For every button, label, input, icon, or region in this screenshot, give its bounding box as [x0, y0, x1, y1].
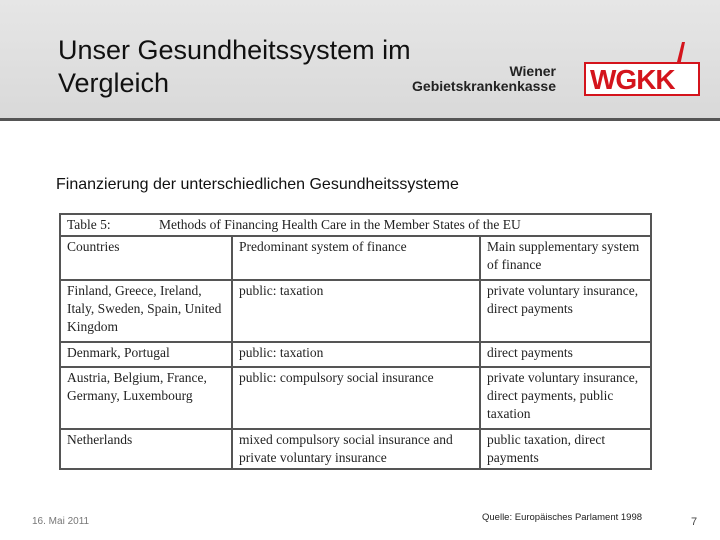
table-cell: public: taxation [232, 342, 480, 367]
wgkk-logo [412, 42, 702, 98]
column-header-supplementary: Main supplementary system of finance [480, 236, 651, 280]
table-cell: Netherlands [60, 429, 232, 469]
table-caption [60, 214, 651, 236]
table-header-row [60, 236, 651, 280]
svg-text:WGKK: WGKK [590, 64, 675, 94]
page-title: Unser Gesundheitssystem im Vergleich [58, 35, 411, 98]
column-header-predominant: Predominant system of finance [232, 236, 480, 280]
table-row [60, 280, 651, 342]
financing-table [59, 213, 652, 470]
table-cell: Austria, Belgium, France, Germany, Luxembourg [60, 367, 232, 429]
logo-mark [584, 62, 700, 96]
logo-mark-icon [586, 64, 698, 94]
footer-source: Quelle: Europäisches Parlament 1998 [482, 512, 643, 523]
table-cell: Finland, Greece, Ireland, Italy, Sweden, Spain, United Kingdom [60, 280, 232, 342]
slide-subtitle: Finanzierung der unterschiedlichen Gesundheitssysteme [56, 176, 459, 193]
table-cell: mixed compulsory social insurance and private voluntary insurance [232, 429, 480, 469]
header-divider [0, 118, 720, 121]
table-cell: private voluntary insurance, direct payments [480, 280, 651, 342]
table-caption-label: Table 5: [67, 217, 111, 232]
logo-text [412, 64, 556, 94]
table-row [60, 342, 651, 367]
page-number: 7 [691, 516, 698, 528]
footer-date: 16. Mai 2011 [32, 516, 90, 527]
column-header-countries: Countries [60, 236, 232, 280]
table-cell: Denmark, Portugal [60, 342, 232, 367]
table-row [60, 429, 651, 469]
table-caption-text: Methods of Financing Health Care in the Member States of the EU [159, 217, 521, 232]
table-cell: public: taxation [232, 280, 480, 342]
table-caption-row [60, 214, 651, 236]
table-cell: direct payments [480, 342, 651, 367]
table-cell: private voluntary insurance, direct payments, public taxation [480, 367, 651, 429]
header-bar [0, 0, 720, 118]
table-cell: public: compulsory social insurance [232, 367, 480, 429]
logo-line-1: Wiener [509, 63, 556, 79]
table-row [60, 367, 651, 429]
table-cell: public taxation, direct payments [480, 429, 651, 469]
logo-line-2: Gebietskrankenkasse [412, 78, 556, 94]
